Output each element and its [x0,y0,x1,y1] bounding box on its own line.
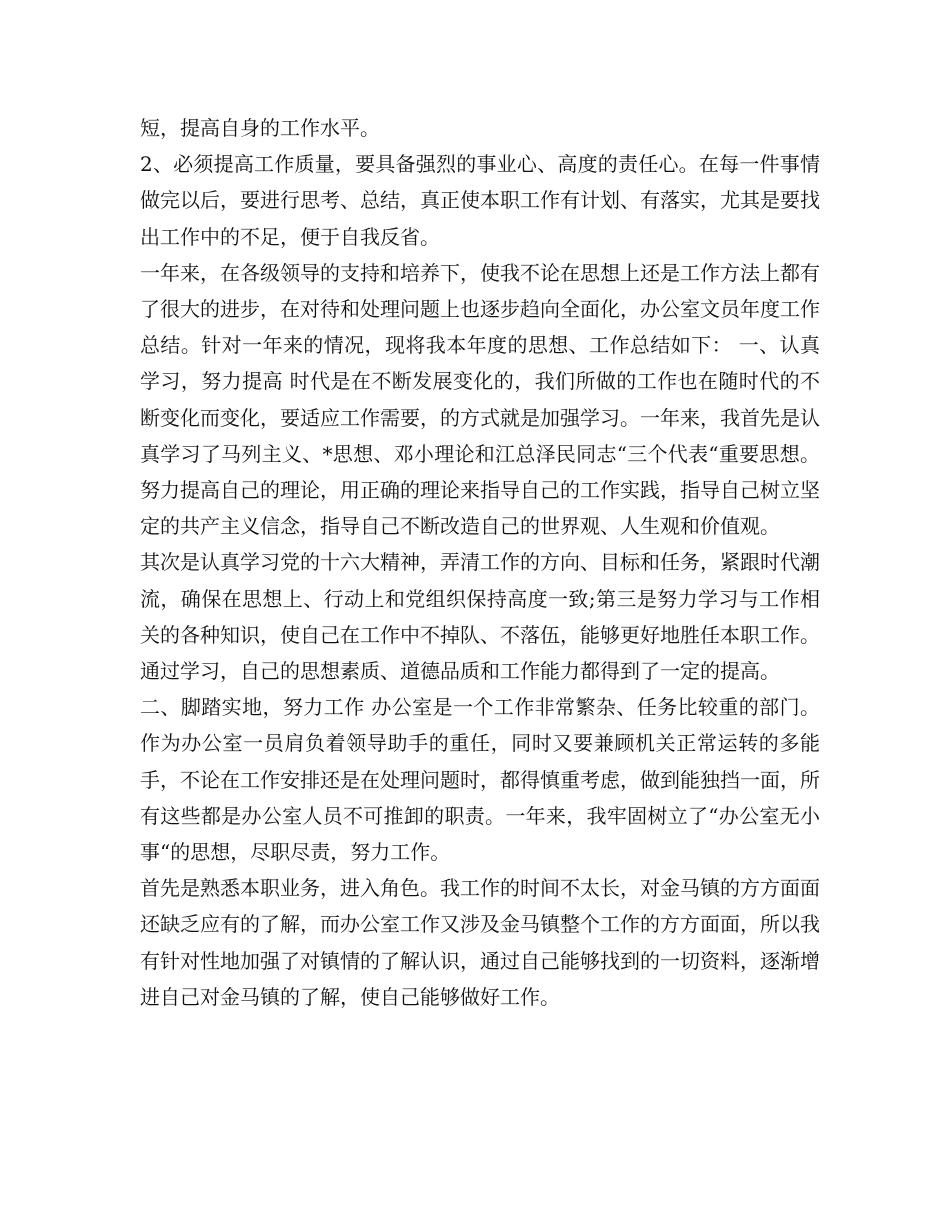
paragraph-3: 一年来，在各级领导的支持和培养下，使我不论在思想上还是工作方法上都有了很大的进步，在对待和处理问题上也逐步趋向全面化，办公室文员年度工作总结。针对一年来的情况，现将我本年度的思想、工作总结如下： 一、认真学习，努力提高 时代是在不断发展变化的，我们所做的工作也在随时代的不断变化而变化，要适应工作需要，的方式就是加强学习。一年来，我首先是认真学习了马列主义、*思想、邓小理论和江总泽民同志“三个代表“重要思想。努力提高自己的理论，用正确的理论来指导自己的工作实践，指导自己树立坚定的共产主义信念，指导自己不断改造自己的世界观、人生观和价值观。 [140,260,820,539]
document-body [140,110,820,1015]
paragraph-5: 二、脚踏实地，努力工作 办公室是一个工作非常繁杂、任务比较重的部门。作为办公室一员肩负着领导助手的重任，同时又要兼顾机关正常运转的多能手，不论在工作安排还是在处理问题时，都得慎重考虑，做到能独挡一面，所有这些都是办公室人员不可推卸的职责。一年来，我牢固树立了“办公室无小事“的思想，尽职尽责，努力工作。 [140,695,820,865]
paragraph-6: 首先是熟悉本职业务，进入角色。我工作的时间不太长，对金马镇的方方面面还缺乏应有的了解，而办公室工作又涉及金马镇整个工作的方方面面，所以我有针对性地加强了对镇情的了解认识，通过自己能够找到的一切资料，逐渐增进自己对金马镇的了解，使自己能够做好工作。 [140,876,820,1009]
paragraph-2: 2、必须提高工作质量，要具备强烈的事业心、高度的责任心。在每一件事情做完以后，要进行思考、总结，真正使本职工作有计划、有落实，尤其是要找出工作中的不足，便于自我反省。 [140,152,820,249]
paragraph-4: 其次是认真学习党的十六大精神，弄清工作的方向、目标和任务，紧跟时代潮流，确保在思想上、行动上和党组织保持高度一致;第三是努力学习与工作相关的各种知识，使自己在工作中不掉队、不落伍，能够更好地胜任本职工作。通过学习，自己的思想素质、道德品质和工作能力都得到了一定的提高。 [140,550,820,684]
paragraph-1: 短，提高自身的工作水平。 [140,116,380,140]
